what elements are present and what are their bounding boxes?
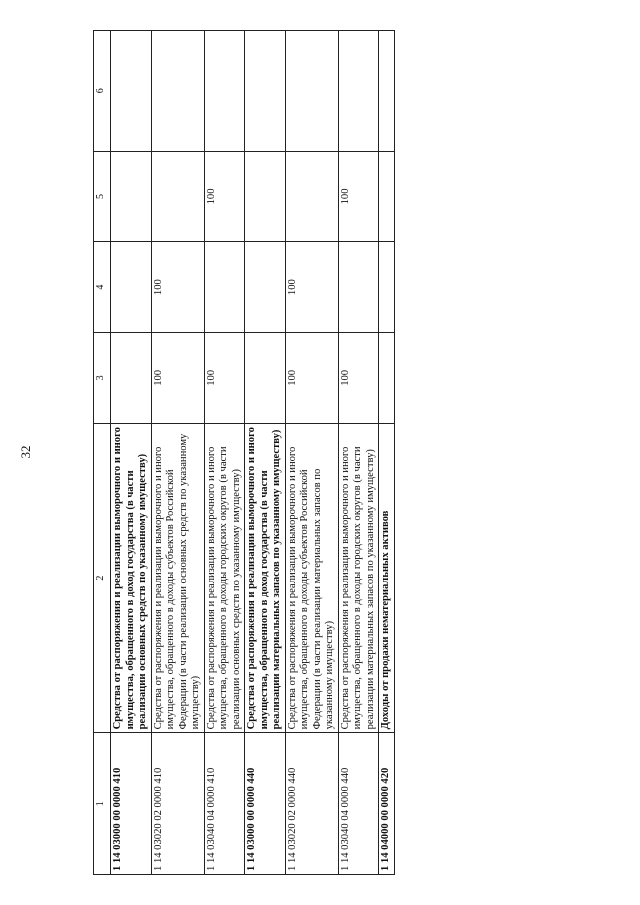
cell-col-6: [245, 31, 286, 152]
cell-col-4: 100: [151, 242, 204, 333]
cell-col-3: 100: [285, 333, 338, 424]
cell-col-3: 100: [338, 333, 379, 424]
cell-col-4: [204, 242, 245, 333]
cell-col-3: 100: [204, 333, 245, 424]
table-row: [204, 31, 245, 875]
cell-col-3: [379, 333, 395, 424]
revenue-name: Средства от распоряжения и реализации выморочного и иного имущества, обращенного в доходы городских округов (в части реализации материальных запасов по указанному имуществу): [338, 423, 379, 733]
table-row: [379, 31, 395, 875]
header-col-4: 4: [94, 242, 111, 333]
page-number: 32: [18, 445, 33, 459]
header-row: [94, 31, 111, 875]
cell-col-5: 100: [338, 151, 379, 242]
header-col-3: 3: [94, 333, 111, 424]
cell-col-6: [151, 31, 204, 152]
cell-col-4: [338, 242, 379, 333]
cell-col-4: 100: [285, 242, 338, 333]
header-col-5: 5: [94, 151, 111, 242]
revenue-name: Средства от распоряжения и реализации выморочного и иного имущества, обращенного в доходы городских округов (в части реализации основных средств по указанному имуществу): [204, 423, 245, 733]
revenue-code: 1 14 04000 00 0000 420: [379, 733, 395, 875]
cell-col-3: [245, 333, 286, 424]
cell-col-4: [379, 242, 395, 333]
header-col-1: 1: [94, 733, 111, 875]
revenue-name: Доходы от продажи нематериальных активов: [379, 423, 395, 733]
revenue-code: 1 14 03040 04 0000 410: [204, 733, 245, 875]
cell-col-4: [245, 242, 286, 333]
table-row: [285, 31, 338, 875]
cell-col-6: [379, 31, 395, 152]
table-row: [151, 31, 204, 875]
cell-col-6: [338, 31, 379, 152]
revenue-name: Средства от распоряжения и реализации выморочного и иного имущества, обращенного в доходы субъектов Российской Федерации (в части реализации основных средств по указанному имуществу): [151, 423, 204, 733]
cell-col-6: [204, 31, 245, 152]
revenue-code: 1 14 03020 02 0000 410: [151, 733, 204, 875]
cell-col-5: [151, 151, 204, 242]
revenue-name: Средства от распоряжения и реализации выморочного и иного имущества, обращенного в доход государства (в части реализации основных средств по указанному имуществу): [111, 423, 152, 733]
revenue-code: 1 14 03000 00 0000 440: [245, 733, 286, 875]
budget-revenue-table: [93, 30, 395, 875]
revenue-name: Средства от распоряжения и реализации выморочного и иного имущества, обращенного в доходы субъектов Российской Федерации (в части реализации материальных запасов по указанному имуществу): [285, 423, 338, 733]
cell-col-5: 100: [204, 151, 245, 242]
header-col-6: 6: [94, 31, 111, 152]
cell-col-6: [111, 31, 152, 152]
cell-col-5: [245, 151, 286, 242]
cell-col-6: [285, 31, 338, 152]
revenue-code: 1 14 03000 00 0000 410: [111, 733, 152, 875]
table-row: [111, 31, 152, 875]
revenue-code: 1 14 03020 02 0000 440: [285, 733, 338, 875]
header-col-2: 2: [94, 423, 111, 733]
cell-col-5: [111, 151, 152, 242]
revenue-code: 1 14 03040 04 0000 440: [338, 733, 379, 875]
rotated-table-container: [93, 30, 558, 875]
cell-col-3: [111, 333, 152, 424]
cell-col-5: [379, 151, 395, 242]
cell-col-3: 100: [151, 333, 204, 424]
table-row: [245, 31, 286, 875]
revenue-name: Средства от распоряжения и реализации выморочного и иного имущества, обращенного в доход государства (в части реализации материальных запасов по указанному имуществу): [245, 423, 286, 733]
table-row: [338, 31, 379, 875]
cell-col-5: [285, 151, 338, 242]
cell-col-4: [111, 242, 152, 333]
